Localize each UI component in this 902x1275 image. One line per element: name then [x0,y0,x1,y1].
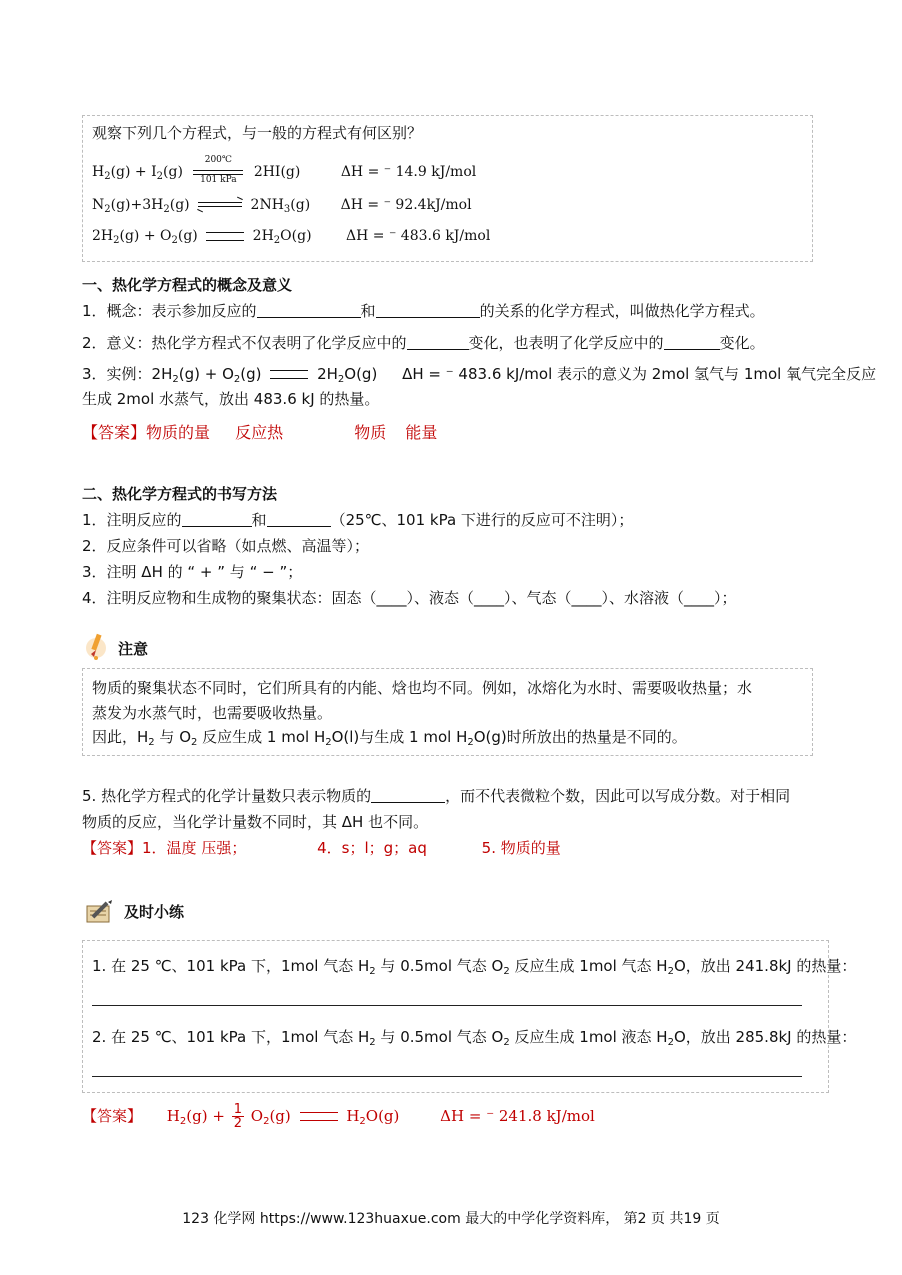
item5-answer: 【答案】1．温度 压强； 4．s；l；g；aq 5. 物质的量 [82,839,561,857]
practice-q1: 1. 在 25 ℃、101 kPa 下，1mol 气态 $H_2$ 与 0.5mol 气态 $O_2$ 反应生成 1mol 气态 $H_2O$，放出 241.8kJ 的热量： [92,957,857,977]
condition-arrow: 200℃ 101 kPa [193,157,243,187]
section1-item3-line2: 生成 2mol 水蒸气，放出 483.6 kJ 的热量。 [82,390,380,408]
equation-nh3: $N_2(g)+3H_2(g)$ $2NH_3(g) \Delta H$ = ⁻ 92.4kJ/mol [92,197,472,215]
section2-heading: 二、热化学方程式的书写方法 [82,485,278,503]
equation-h2o: $2H_2(g) + O_2(g)$ $2H_2O(g) \Delta H$ = ⁻ 483.6 kJ/mol [92,228,491,246]
note-line3: 因此，$H_2$ 与 $O_2$ 反应生成 1 mol $H_2O(l)$与生成 1 mol $H_2O(g)$时所放出的热量是不同的。 [92,728,687,748]
equals-arrow-icon [300,1112,338,1121]
pencil-icon [82,632,110,662]
section2-item4: 4．注明反应物和生成物的聚集状态：固态（____）、液态（____）、气态（____）、水溶液（____）； [82,589,737,607]
practice-title: 及时小练 [124,903,185,921]
observe-question: 观察下列几个方程式，与一般的方程式有何区别？ [92,124,423,142]
note-line1: 物质的聚集状态不同时，它们所具有的内能、焓也均不同。例如，冰熔化为水时、需要吸收热量；水 [92,679,753,697]
section1-heading: 一、热化学方程式的概念及意义 [82,276,293,294]
section1-answer: 【答案】物质的量 反应热 物质 能量 [82,423,438,442]
answer-line-2[interactable] [92,1076,802,1077]
page-footer: 123 化学网 https://www.123huaxue.com 最大的中学化学资料库， 第2 页 共19 页 [182,1211,720,1227]
practice-answer: 【答案】 $H_2(g)$ + $\frac{1}{2}$ $O_2(g)$ $H_2O(g) \Delta H$ = ⁻ 241.8 kJ/mol [82,1102,595,1131]
note-line2: 蒸发为水蒸气时，也需要吸收热量。 [92,704,333,722]
note-title: 注意 [118,640,149,658]
section1-item2: 2．意义：热化学方程式不仅表明了化学反应中的 变化，也表明了化学反应中的 变化。 [82,334,765,352]
answer-line-1[interactable] [92,1005,802,1006]
section1-item1: 1．概念：表示参加反应的 和 的关系的化学方程式，叫做热化学方程式。 [82,302,765,320]
section1-item3: 3．实例：$2H_2(g) + O_2(g)$ $2H_2O(g) \Delta H$ = ⁻ 483.6 kJ/mol 表示的意义为 2mol 氢气与 1mol 氧气完全反应 [82,365,877,385]
section2-item3: 3．注明 ΔH 的 “ + ” 与 “ − ”； [82,563,303,581]
notebook-pencil-icon [84,898,116,926]
fraction-half: $\frac{1}{2}$ [233,1102,242,1131]
item5-line1: 5. 热化学方程式的化学计量数只表示物质的 ，而不代表微粒个数，因此可以写成分数。对于相同 [82,787,791,805]
equals-arrow-icon [270,370,308,379]
practice-q2: 2. 在 25 ℃、101 kPa 下，1mol 气态 $H_2$ 与 0.5mol 气态 $O_2$ 反应生成 1mol 液态 $H_2O$，放出 285.8kJ 的热量： [92,1028,857,1048]
equals-arrow-icon [206,232,244,241]
item5-line2: 物质的反应，当化学计量数不同时，其 ΔH 也不同。 [82,813,429,831]
equation-hi: $H_2(g) + I_2(g)$ 200℃ 101 kPa 2HI(g) ΔH = ⁻ 14.9 kJ/mol [92,155,477,185]
section2-item2: 2．反应条件可以省略（如点燃、高温等）； [82,537,370,555]
reversible-arrow-icon [198,200,242,210]
section2-item1: 1．注明反应的 和 （25℃、101 kPa 下进行的反应可不注明）； [82,511,634,529]
